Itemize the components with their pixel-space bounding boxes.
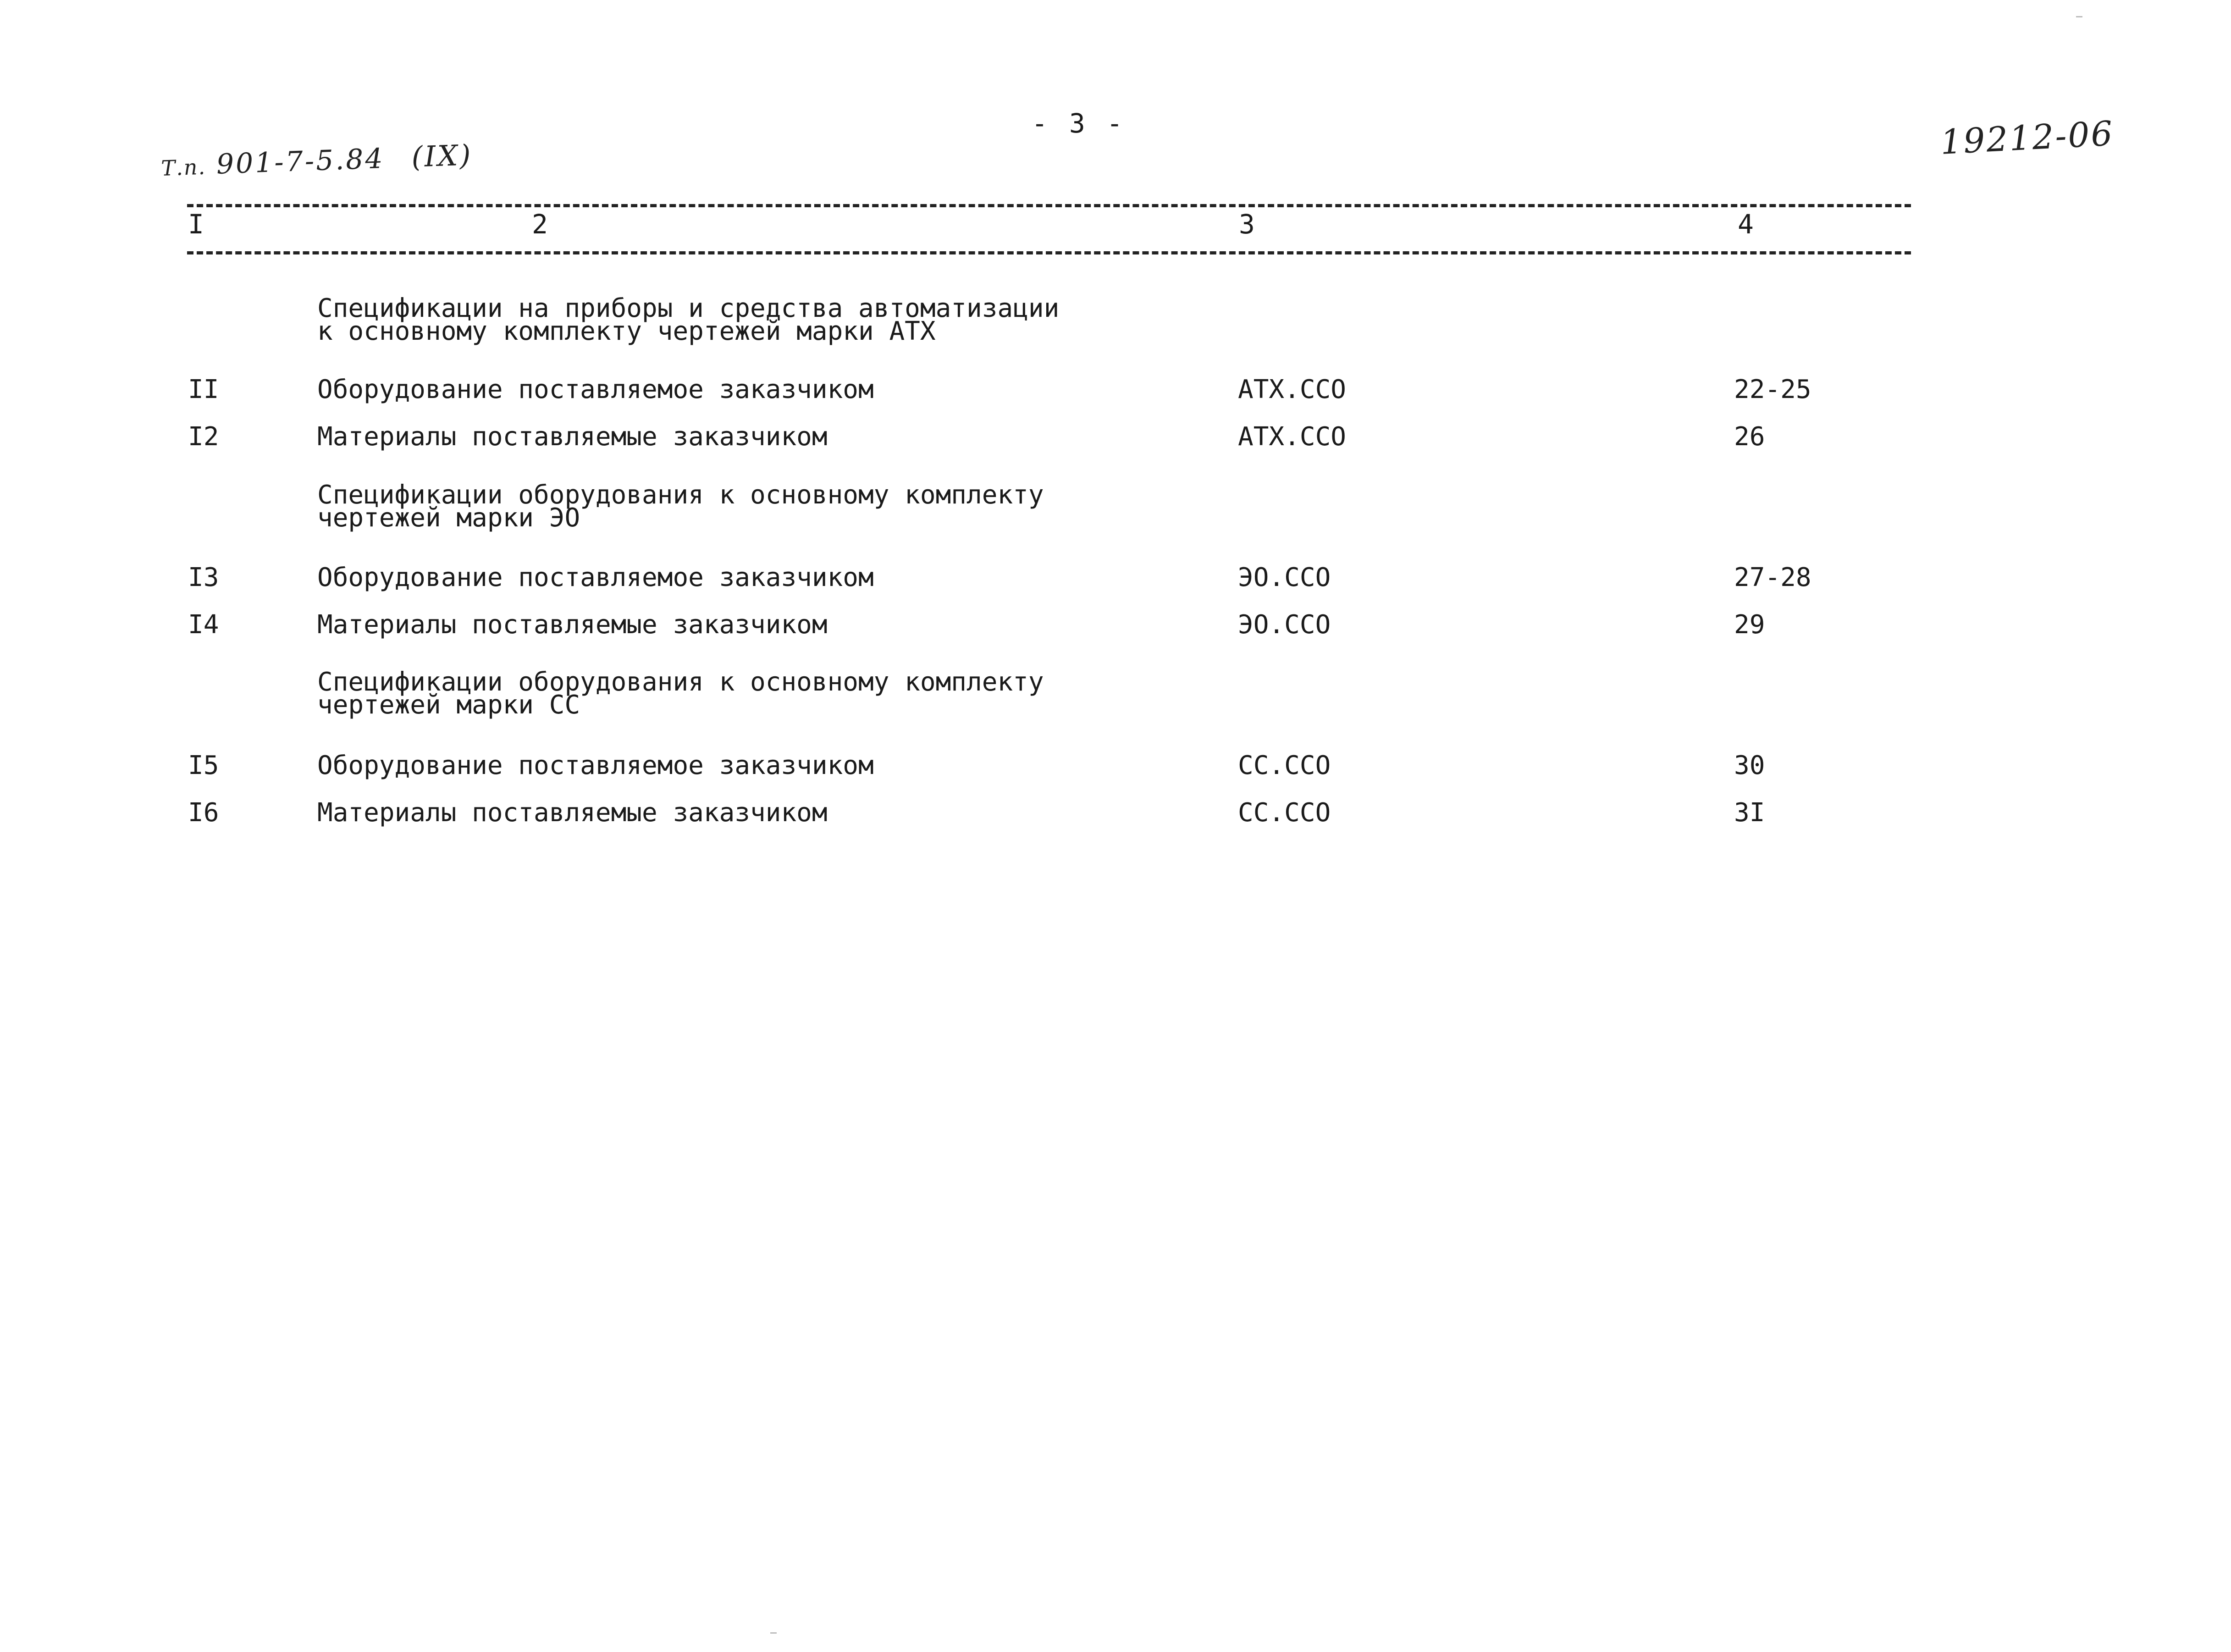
row-name: Материалы поставляемые заказчиком <box>317 610 828 640</box>
row-number: I6 <box>188 798 219 828</box>
row-pages: 3I <box>1734 798 1765 828</box>
header-top-rule <box>187 204 1911 207</box>
doc-ref-handwritten <box>160 138 473 182</box>
page-number: - 3 - <box>1032 108 1126 139</box>
section-title-ss <box>317 667 1044 720</box>
row-name: Оборудование поставляемое заказчиком <box>317 751 874 780</box>
row-number: I2 <box>188 422 219 452</box>
section-title-line: к основному комплекту чертежей марки АТХ <box>317 316 936 346</box>
doc-ref-number: 901-7-5.84 <box>215 142 385 181</box>
row-name: Материалы поставляемые заказчиком <box>317 422 828 452</box>
scan-speck <box>770 1632 777 1634</box>
row-code: АТХ.ССО <box>1238 375 1347 404</box>
section-title-line: чертежей марки СС <box>317 690 580 720</box>
doc-ref-mark: (IX) <box>411 138 473 174</box>
row-pages: 30 <box>1734 751 1765 780</box>
row-number: I4 <box>188 610 219 640</box>
row-code: ЭО.ССО <box>1238 610 1331 640</box>
row-name: Материалы поставляемые заказчиком <box>317 798 828 828</box>
row-pages: 26 <box>1734 422 1765 452</box>
row-pages: 29 <box>1734 610 1765 640</box>
section-title-line: Спецификации оборудования к основному комплекту <box>317 667 1044 697</box>
section-title-line: Спецификации на приборы и средства автоматизации <box>317 293 1060 323</box>
row-code: СС.ССО <box>1238 751 1331 780</box>
row-code: СС.ССО <box>1238 798 1331 828</box>
section-title-line: чертежей марки ЭО <box>317 503 580 533</box>
section-title-atx <box>317 293 1060 346</box>
column-header-1: I <box>188 209 204 240</box>
row-name: Оборудование поставляемое заказчиком <box>317 563 874 592</box>
column-header-2: 2 <box>532 209 548 240</box>
header-bottom-rule <box>187 251 1911 254</box>
column-header-4: 4 <box>1738 209 1754 240</box>
scan-speck <box>2076 16 2082 17</box>
row-name: Оборудование поставляемое заказчиком <box>317 375 874 404</box>
row-pages: 22-25 <box>1734 375 1811 404</box>
inventory-number-handwritten: 19212-06 <box>1939 114 2115 162</box>
doc-ref-prefix: Т.п. <box>160 154 206 181</box>
row-pages: 27-28 <box>1734 563 1811 592</box>
column-header-3: 3 <box>1239 209 1255 240</box>
section-title-eo <box>317 480 1044 533</box>
row-number: I5 <box>188 751 219 780</box>
row-code: АТХ.ССО <box>1238 422 1347 452</box>
section-title-line: Спецификации оборудования к основному комплекту <box>317 480 1044 510</box>
row-number: I3 <box>188 563 219 592</box>
row-code: ЭО.ССО <box>1238 563 1331 592</box>
row-number: II <box>188 375 219 404</box>
